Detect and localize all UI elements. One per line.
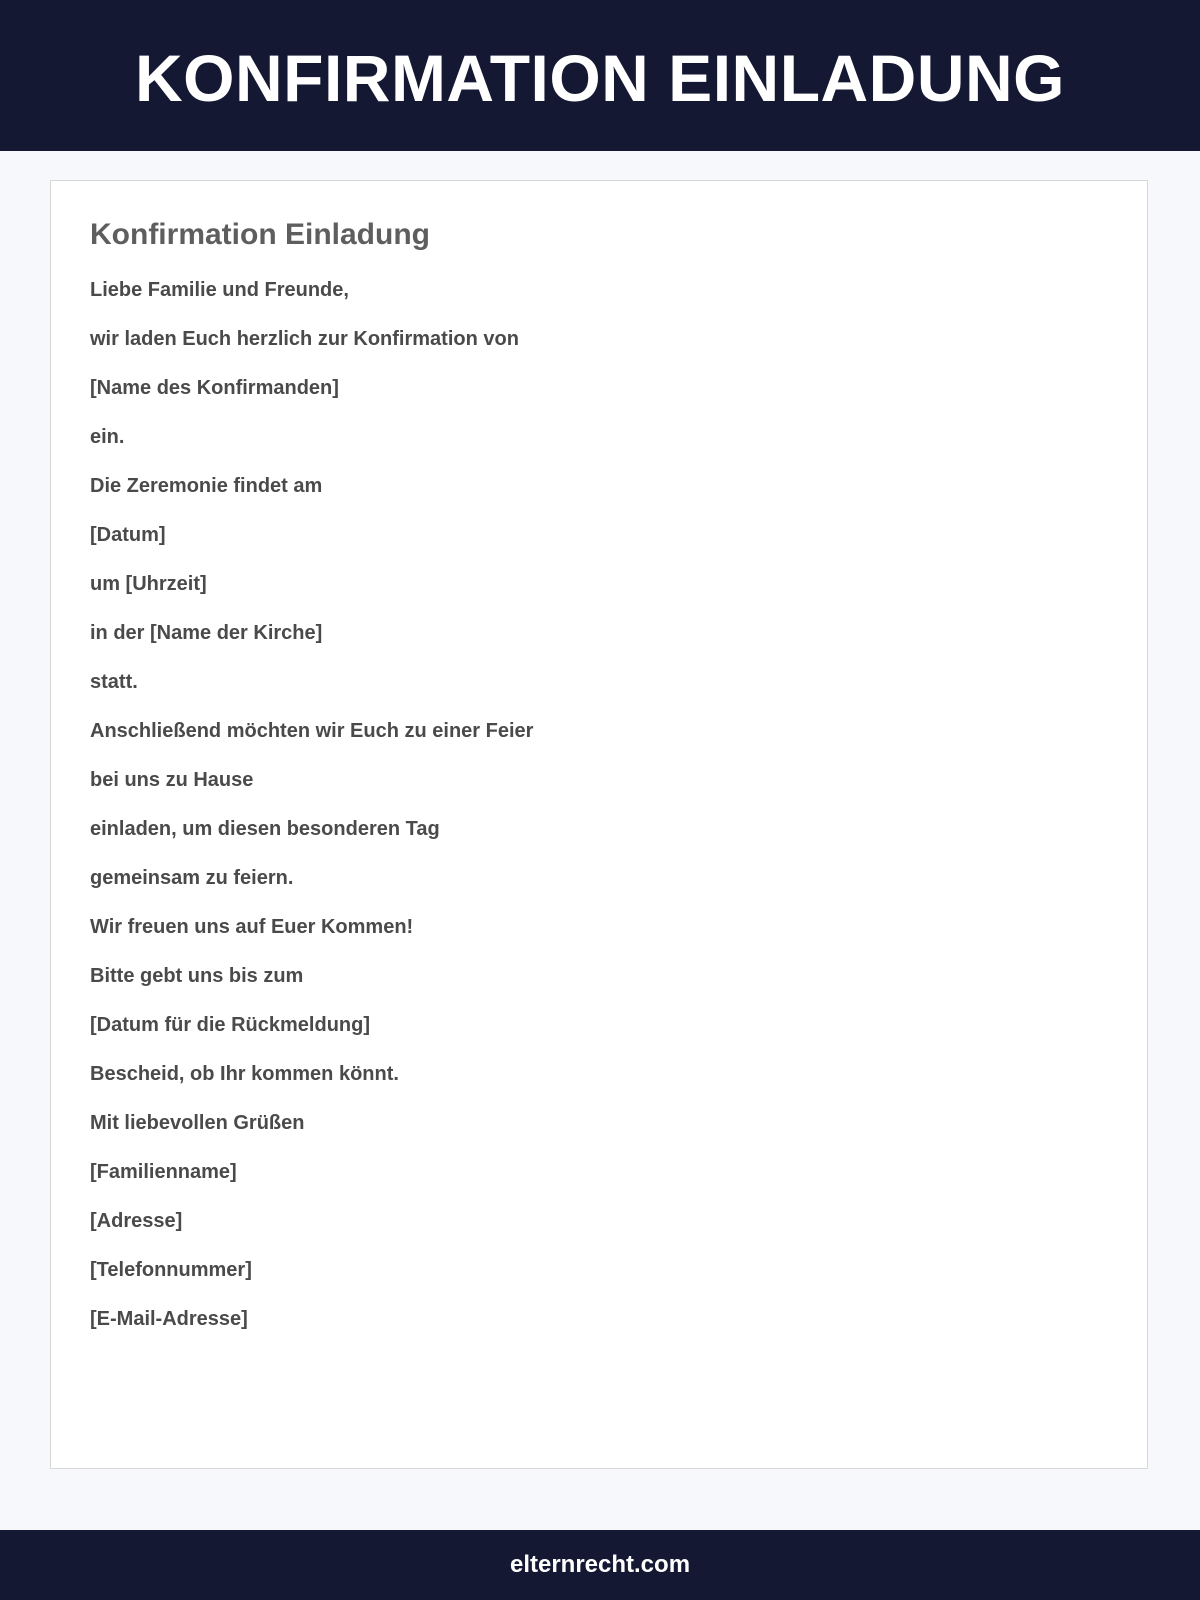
text-line: Bitte gebt uns bis zum xyxy=(90,965,304,987)
document-title: Konfirmation Einladung xyxy=(90,218,430,251)
text-line: [Telefonnummer] xyxy=(90,1259,252,1281)
text-line: Bescheid, ob Ihr kommen könnt. xyxy=(90,1063,399,1085)
text-line: Anschließend möchten wir Euch zu einer Feier xyxy=(90,720,534,742)
text-line: Wir freuen uns auf Euer Kommen! xyxy=(90,916,414,938)
text-line: wir laden Euch herzlich zur Konfirmation von xyxy=(90,328,519,350)
text-line: statt. xyxy=(90,671,138,693)
invitation-card xyxy=(50,180,1148,1469)
invitation-text xyxy=(90,278,533,1356)
header-title: KONFIRMATION EINLADUNG xyxy=(134,40,1066,115)
text-line: [Datum für die Rückmeldung] xyxy=(90,1014,371,1036)
text-line: Liebe Familie und Freunde, xyxy=(90,279,349,301)
text-line: Mit liebevollen Grüßen xyxy=(90,1112,305,1134)
text-line: [Name des Konfirmanden] xyxy=(90,377,339,399)
page-footer xyxy=(0,1530,1200,1600)
text-line: [Familienname] xyxy=(90,1161,237,1183)
text-line: gemeinsam zu feiern. xyxy=(90,867,294,889)
page-header xyxy=(0,0,1200,151)
text-line: ein. xyxy=(90,426,125,448)
text-line: [Datum] xyxy=(90,524,166,546)
text-line: bei uns zu Hause xyxy=(90,769,254,791)
text-line: [Adresse] xyxy=(90,1210,183,1232)
text-line: in der [Name der Kirche] xyxy=(90,622,323,644)
text-line: [E-Mail-Adresse] xyxy=(90,1308,248,1330)
text-line: einladen, um diesen besonderen Tag xyxy=(90,818,440,840)
text-line: Die Zeremonie findet am xyxy=(90,475,323,497)
footer-site-name: elternrecht.com xyxy=(509,1551,691,1578)
text-line: um [Uhrzeit] xyxy=(90,573,207,595)
